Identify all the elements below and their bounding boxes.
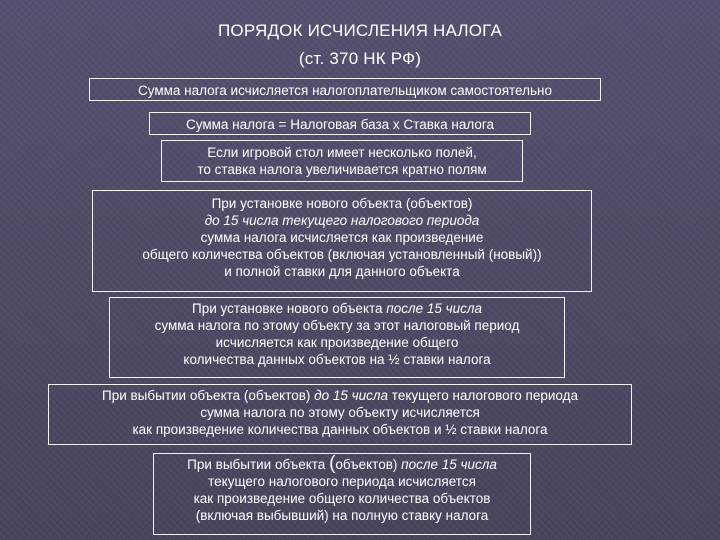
- rule-text-emphasis: после 15 числа: [401, 457, 497, 472]
- rule-box-self-calculation: [89, 78, 601, 101]
- rule-text-line: до 15 числа текущего налогового периода: [204, 213, 480, 228]
- rule-text-paren: (: [329, 453, 336, 474]
- rule-text-emphasis: после 15 числа: [386, 301, 482, 316]
- rule-text-line: количества данных объектов на ½ ставки налога: [183, 352, 491, 367]
- page-title: ПОРЯДОК ИСЧИСЛЕНИЯ НАЛОГА: [217, 21, 502, 40]
- rule-text-line: как произведение количества данных объектов и ½ ставки налога: [132, 422, 548, 437]
- rule-text-line: сумма налога по этому объекту исчисляется: [200, 405, 480, 420]
- rule-text-line: исчисляется как произведение общего: [215, 335, 459, 350]
- rule-box-multiple-fields: [161, 140, 523, 182]
- rule-box-removal-before-15: [48, 384, 632, 445]
- rule-text-segment: текущего налогового периода: [388, 388, 578, 403]
- rule-text: Сумма налога исчисляется налогоплательщиком самостоятельно: [137, 83, 552, 98]
- rule-text-line: текущего налогового периода исчисляется: [208, 474, 476, 489]
- rule-text-segment: объектов): [335, 457, 402, 472]
- rule-text-line: При установке нового объекта (объектов): [211, 196, 473, 211]
- rule-box-install-after-15: [109, 297, 565, 378]
- rule-text-line: как произведение общего количества объектов: [193, 491, 491, 506]
- rule-text-line: сумма налога по этому объекту за этот налоговый период: [154, 318, 520, 333]
- rule-text-line: и полной ставки для данного объекта: [224, 264, 460, 279]
- rule-text-line: общего количества объектов (включая установленный (новый)): [142, 247, 542, 262]
- rule-box-removal-after-15: [153, 453, 531, 535]
- rule-text-emphasis: до 15 числа: [314, 388, 389, 403]
- rule-text-segment: При выбытии объекта: [187, 457, 330, 472]
- rule-text-line: (включая выбывший) на полную ставку налога: [195, 508, 489, 523]
- rule-box-install-before-15: [92, 190, 592, 292]
- rule-box-formula: [149, 112, 531, 135]
- rule-text-line: сумма налога исчисляется как произведение: [200, 230, 484, 245]
- rule-text: Сумма налога = Налоговая база х Ставка налога: [186, 117, 494, 132]
- rule-text-line: то ставка налога увеличивается кратно полям: [197, 162, 487, 177]
- rule-text-segment: При установке нового объекта: [191, 301, 387, 316]
- rule-text-segment: При выбытии объекта (объектов): [102, 388, 315, 403]
- rule-text-line: Если игровой стол имеет несколько полей,: [207, 145, 477, 160]
- page-subtitle: (ст. 370 НК РФ): [298, 49, 422, 68]
